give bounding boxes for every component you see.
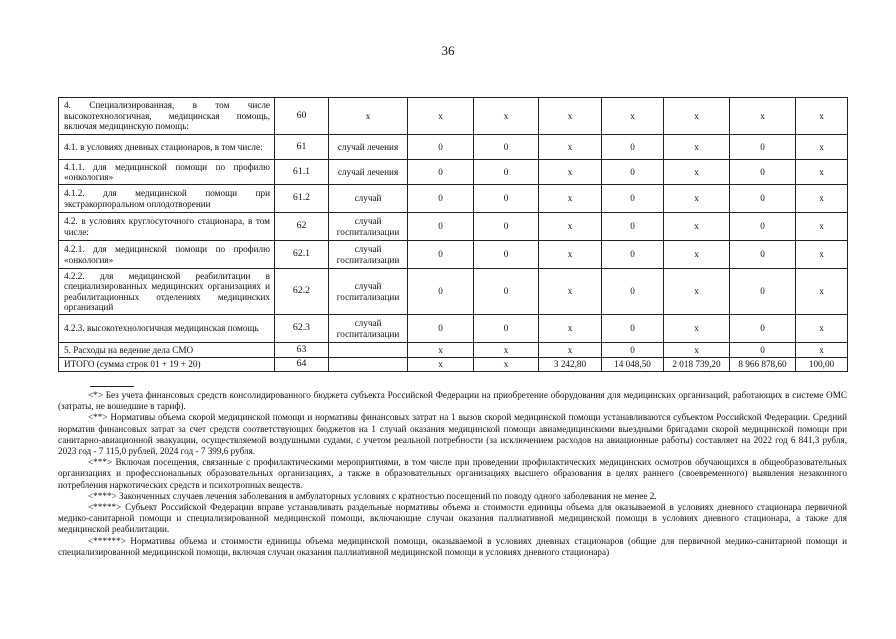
table-row	[59, 98, 848, 135]
row-name: 4.1.1. для медицинской помощи по профилю «онкология»	[59, 160, 275, 185]
value-col-5: x	[664, 135, 730, 160]
value-col-3: x	[539, 135, 602, 160]
value-col-2: 0	[474, 185, 539, 213]
footnote-2: <**> Нормативы объема скорой медицинской помощи и нормативы финансовых затрат на 1 вызов скорой медицинской помощи устанавливаются субъектом Российской Федерации. Средний норматив финансовых затрат за счет средств соответствующих бюджетов на 1 случай оказания медицинской помощи авиамедицинскими выездными бригадами скорой медицинской помощи при санитарно-авиационной эвакуации, осуществляемой воздушными судами, с учетом реальной потребности (за исключением расходов на авиационные работы) составляет на 2022 год 6 841,3 рубля, 2023 год - 7 115,0 рублей, 2024 год - 7 399,6 рубля.	[58, 412, 847, 457]
value-col-4: x	[602, 98, 664, 135]
value-col-2: 0	[474, 213, 539, 241]
value-col-7: x	[796, 98, 848, 135]
row-unit: случай лечения	[329, 160, 408, 185]
row-code: 61	[275, 135, 329, 160]
value-col-3: x	[539, 315, 602, 343]
row-code: 63	[275, 343, 329, 358]
row-code: 62.3	[275, 315, 329, 343]
value-col-6: x	[730, 98, 796, 135]
value-col-2: 0	[474, 315, 539, 343]
row-name: 4.1. в условиях дневных стационаров, в том числе:	[59, 135, 275, 160]
value-col-6: 0	[730, 315, 796, 343]
table-row	[59, 185, 848, 213]
value-col-6: 0	[730, 135, 796, 160]
value-col-6: 0	[730, 185, 796, 213]
value-col-5: x	[664, 269, 730, 315]
value-col-1: 0	[408, 185, 474, 213]
row-unit: случай лечения	[329, 135, 408, 160]
value-col-6: 8 966 878,60	[730, 358, 796, 372]
table-row	[59, 343, 848, 358]
value-col-1: 0	[408, 269, 474, 315]
value-col-7: x	[796, 160, 848, 185]
table-body	[59, 98, 848, 372]
value-col-2: x	[474, 343, 539, 358]
value-col-2: x	[474, 358, 539, 372]
value-col-3: x	[539, 160, 602, 185]
value-col-5: 2 018 739,20	[664, 358, 730, 372]
row-name: 4.2.3. высокотехнологичная медицинская помощь	[59, 315, 275, 343]
row-unit: случай	[329, 185, 408, 213]
table-row	[59, 315, 848, 343]
value-col-4: 0	[602, 315, 664, 343]
row-unit	[329, 358, 408, 372]
table-row	[59, 160, 848, 185]
row-unit: случай госпитализации	[329, 269, 408, 315]
value-col-7: x	[796, 269, 848, 315]
row-code: 61.2	[275, 185, 329, 213]
value-col-5: x	[664, 98, 730, 135]
row-unit: случай госпитализации	[329, 241, 408, 269]
row-unit: x	[329, 98, 408, 135]
row-code: 62.1	[275, 241, 329, 269]
value-col-4: 0	[602, 269, 664, 315]
row-unit: случай госпитализации	[329, 315, 408, 343]
value-col-1: 0	[408, 213, 474, 241]
footnote-3: <***> Включая посещения, связанные с профилактическими мероприятиями, в том числе при проведении профилактических медицинских осмотров обучающихся в общеобразовательных организациях и профессиональных образовательных организациях, а также в образовательных организациях высшего образования в целях раннего (своевременного) выявления незаконного потребления наркотических средств и психотропных веществ.	[58, 457, 847, 490]
value-col-2: x	[474, 98, 539, 135]
value-col-4: 0	[602, 160, 664, 185]
value-col-3: x	[539, 241, 602, 269]
value-col-1: x	[408, 358, 474, 372]
value-col-7: x	[796, 343, 848, 358]
table-row	[59, 269, 848, 315]
value-col-5: x	[664, 160, 730, 185]
row-unit	[329, 343, 408, 358]
value-col-7: x	[796, 213, 848, 241]
table-row	[59, 135, 848, 160]
value-col-5: x	[664, 241, 730, 269]
value-col-7: x	[796, 241, 848, 269]
value-col-2: 0	[474, 160, 539, 185]
value-col-1: x	[408, 343, 474, 358]
table-row	[59, 241, 848, 269]
value-col-7: x	[796, 135, 848, 160]
value-col-7: 100,00	[796, 358, 848, 372]
value-col-4: 14 048,50	[602, 358, 664, 372]
footnote-6: <******> Нормативы объема и стоимости единицы объема медицинской помощи, оказываемой в условиях дневных стационаров (общие для первичной медико-санитарной помощи и специализированной медицинской помощи, включая случаи оказания паллиативной медицинской помощи в условиях дневного стационара)	[58, 535, 847, 557]
value-col-3: x	[539, 343, 602, 358]
value-col-1: 0	[408, 135, 474, 160]
value-col-4: 0	[602, 185, 664, 213]
value-col-3: x	[539, 269, 602, 315]
row-name: 4.2. в условиях круглосуточного стационара, в том числе:	[59, 213, 275, 241]
value-col-3: x	[539, 213, 602, 241]
page-number: 36	[441, 43, 455, 58]
value-col-4: 0	[602, 343, 664, 358]
value-col-4: 0	[602, 135, 664, 160]
value-col-6: 0	[730, 213, 796, 241]
value-col-1: x	[408, 98, 474, 135]
value-col-1: 0	[408, 241, 474, 269]
row-name: 4.1.2. для медицинской помощи при экстракорпоральном оплодотворении	[59, 185, 275, 213]
table-row	[59, 213, 848, 241]
value-col-1: 0	[408, 315, 474, 343]
row-code: 61.1	[275, 160, 329, 185]
row-unit: случай госпитализации	[329, 213, 408, 241]
value-col-6: 0	[730, 269, 796, 315]
row-code: 64	[275, 358, 329, 372]
footnote-1: <*> Без учета финансовых средств консолидированного бюджета субъекта Российской Федерации на приобретение оборудования для медицинских организаций, работающих в системе ОМС (затраты, не вошедшие в тариф).	[58, 390, 847, 412]
footnotes	[58, 390, 847, 558]
row-code: 62.2	[275, 269, 329, 315]
value-col-2: 0	[474, 269, 539, 315]
value-col-7: x	[796, 315, 848, 343]
value-col-6: 0	[730, 343, 796, 358]
value-col-5: x	[664, 315, 730, 343]
value-col-6: 0	[730, 160, 796, 185]
table-row	[59, 358, 848, 372]
value-col-5: x	[664, 185, 730, 213]
value-col-4: 0	[602, 241, 664, 269]
data-table	[58, 97, 848, 372]
footnote-4: <****> Законченных случаев лечения заболевания в амбулаторных условиях с кратностью посещений по поводу одного заболевания не менее 2.	[88, 490, 657, 501]
row-name: 5. Расходы на ведение дела СМО	[59, 343, 275, 358]
row-name: 4. Специализированная, в том числе высокотехнологичная, медицинская помощь, включая медицинскую помощь:	[59, 98, 275, 135]
value-col-1: 0	[408, 160, 474, 185]
footnote-divider	[90, 386, 134, 387]
row-code: 62	[275, 213, 329, 241]
value-col-2: 0	[474, 241, 539, 269]
value-col-5: x	[664, 213, 730, 241]
value-col-2: 0	[474, 135, 539, 160]
row-code: 60	[275, 98, 329, 135]
value-col-5: x	[664, 343, 730, 358]
value-col-3: x	[539, 98, 602, 135]
value-col-3: 3 242,80	[539, 358, 602, 372]
footnote-5: <*****> Субъект Российской Федерации вправе устанавливать раздельные нормативы объема и стоимости единицы объема для оказываемой в условиях дневного стационара первичной медико-санитарной помощи и специализированной медицинской помощи, включающие случаи оказания паллиативной медицинской помощи в условиях дневного стационара, а также для медицинской реабилитации.	[58, 502, 847, 535]
row-name: 4.2.1. для медицинской помощи по профилю «онкология»	[59, 241, 275, 269]
row-name: 4.2.2. для медицинской реабилитации в специализированных медицинских организациях и реабилитационных отделениях медицинских организаций	[59, 269, 275, 315]
value-col-7: x	[796, 185, 848, 213]
value-col-4: 0	[602, 213, 664, 241]
value-col-3: x	[539, 185, 602, 213]
row-name: ИТОГО (сумма строк 01 + 19 + 20)	[59, 358, 275, 372]
value-col-6: 0	[730, 241, 796, 269]
